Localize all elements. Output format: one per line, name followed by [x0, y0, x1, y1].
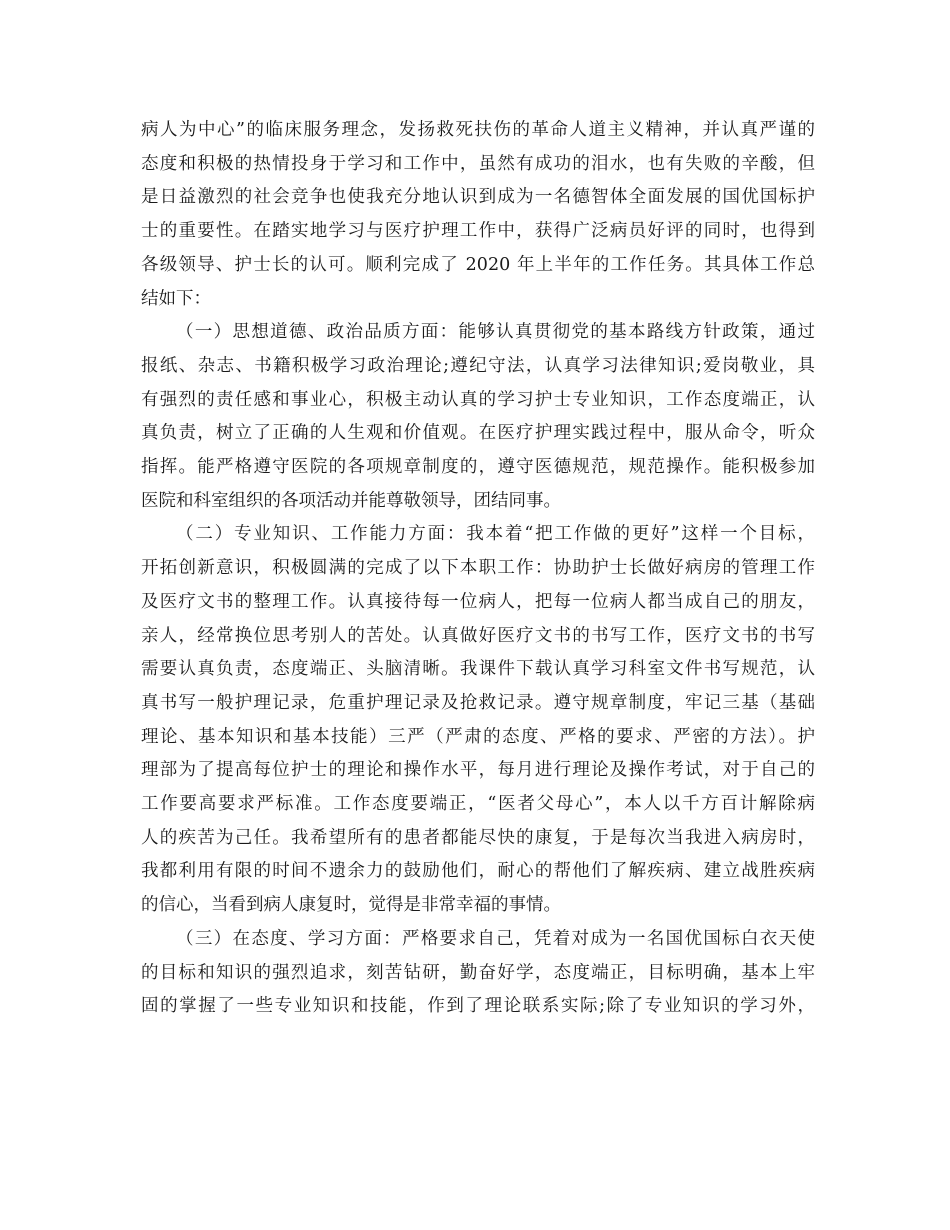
- text-line: 及医疗文书的整理工作。认真接待每一位病人，把每一位病人都当成自己的朋友，: [141, 591, 815, 612]
- text-line: 病人为中心”的临床服务理念，发扬救死扶伤的革命人道主义精神，并认真严谨的: [141, 120, 815, 140]
- paragraph-section-3: [141, 923, 815, 1024]
- text-line: 开拓创新意识，积极圆满的完成了以下本职工作：协助护士长做好病房的管理工作: [141, 558, 815, 579]
- text-line: 真书写一般护理记录，危重护理记录及抢救记录。遵守规章制度，牢记三基（基础: [141, 692, 815, 713]
- paragraph-intro: [141, 114, 815, 316]
- text-line: 的信心，当看到病人康复时，觉得是非常幸福的事情。: [141, 895, 561, 916]
- paragraph-section-2: [141, 518, 815, 922]
- text-line: 指挥。能严格遵守医院的各项规章制度的，遵守医德规范，规范操作。能积极参加: [141, 457, 815, 478]
- text-line: 理论、基本知识和基本技能）三严（严肃的态度、严格的要求、严密的方法）。护: [141, 726, 815, 747]
- text-line: （一）思想道德、政治品质方面：能够认真贯彻党的基本路线方针政策，通过: [176, 322, 815, 343]
- text-line: 的目标和知识的强烈追求，刻苦钻研，勤奋好学，态度端正，目标明确，基本上牢: [141, 962, 815, 983]
- text-line: 理部为了提高每位护士的理论和操作水平，每月进行理论及操作考试，对于自己的: [141, 760, 815, 781]
- text-line: 固的掌握了一些专业知识和技能，作到了理论联系实际;除了专业知识的学习外，: [141, 996, 815, 1017]
- text-line: 需要认真负责，态度端正、头脑清晰。我课件下载认真学习科室文件书写规范，认: [141, 659, 815, 680]
- text-line: 士的重要性。在踏实地学习与医疗护理工作中，获得广泛病员好评的同时，也得到: [141, 221, 815, 242]
- text-line: 亲人，经常换位思考别人的苦处。认真做好医疗文书的书写工作，医疗文书的书写: [141, 625, 815, 646]
- text-line: （二）专业知识、工作能力方面：我本着“把工作做的更好”这样一个目标，: [176, 524, 815, 545]
- text-line: 真负责，树立了正确的人生观和价值观。在医疗护理实践过程中，服从命令，听众: [141, 423, 815, 444]
- text-line: 是日益激烈的社会竞争也使我充分地认识到成为一名德智体全面发展的国优国标护: [141, 187, 815, 208]
- document-body: [141, 114, 815, 1024]
- paragraph-section-1: [141, 316, 815, 518]
- text-line: 报纸、杂志、书籍积极学习政治理论;遵纪守法，认真学习法律知识;爱岗敬业，具: [141, 355, 815, 376]
- text-line: 人的疾苦为己任。我希望所有的患者都能尽快的康复，于是每次当我进入病房时，: [141, 827, 815, 848]
- text-line: 我都利用有限的时间不遗余力的鼓励他们，耐心的帮他们了解疾病、建立战胜疾病: [141, 861, 815, 882]
- text-line: 工作要高要求严标准。工作态度要端正，“医者父母心”，本人以千方百计解除病: [141, 794, 815, 815]
- text-line: 结如下：: [141, 288, 211, 309]
- text-line: 各级领导、护士长的认可。顺利完成了 2020 年上半年的工作任务。其具体工作总: [141, 254, 815, 275]
- text-line: （三）在态度、学习方面：严格要求自己，凭着对成为一名国优国标白衣天使: [176, 928, 815, 949]
- text-line: 态度和积极的热情投身于学习和工作中，虽然有成功的泪水，也有失败的辛酸，但: [141, 153, 815, 174]
- text-line: 医院和科室组织的各项活动并能尊敬领导，团结同事。: [141, 490, 561, 511]
- text-line: 有强烈的责任感和事业心，积极主动认真的学习护士专业知识，工作态度端正，认: [141, 389, 815, 410]
